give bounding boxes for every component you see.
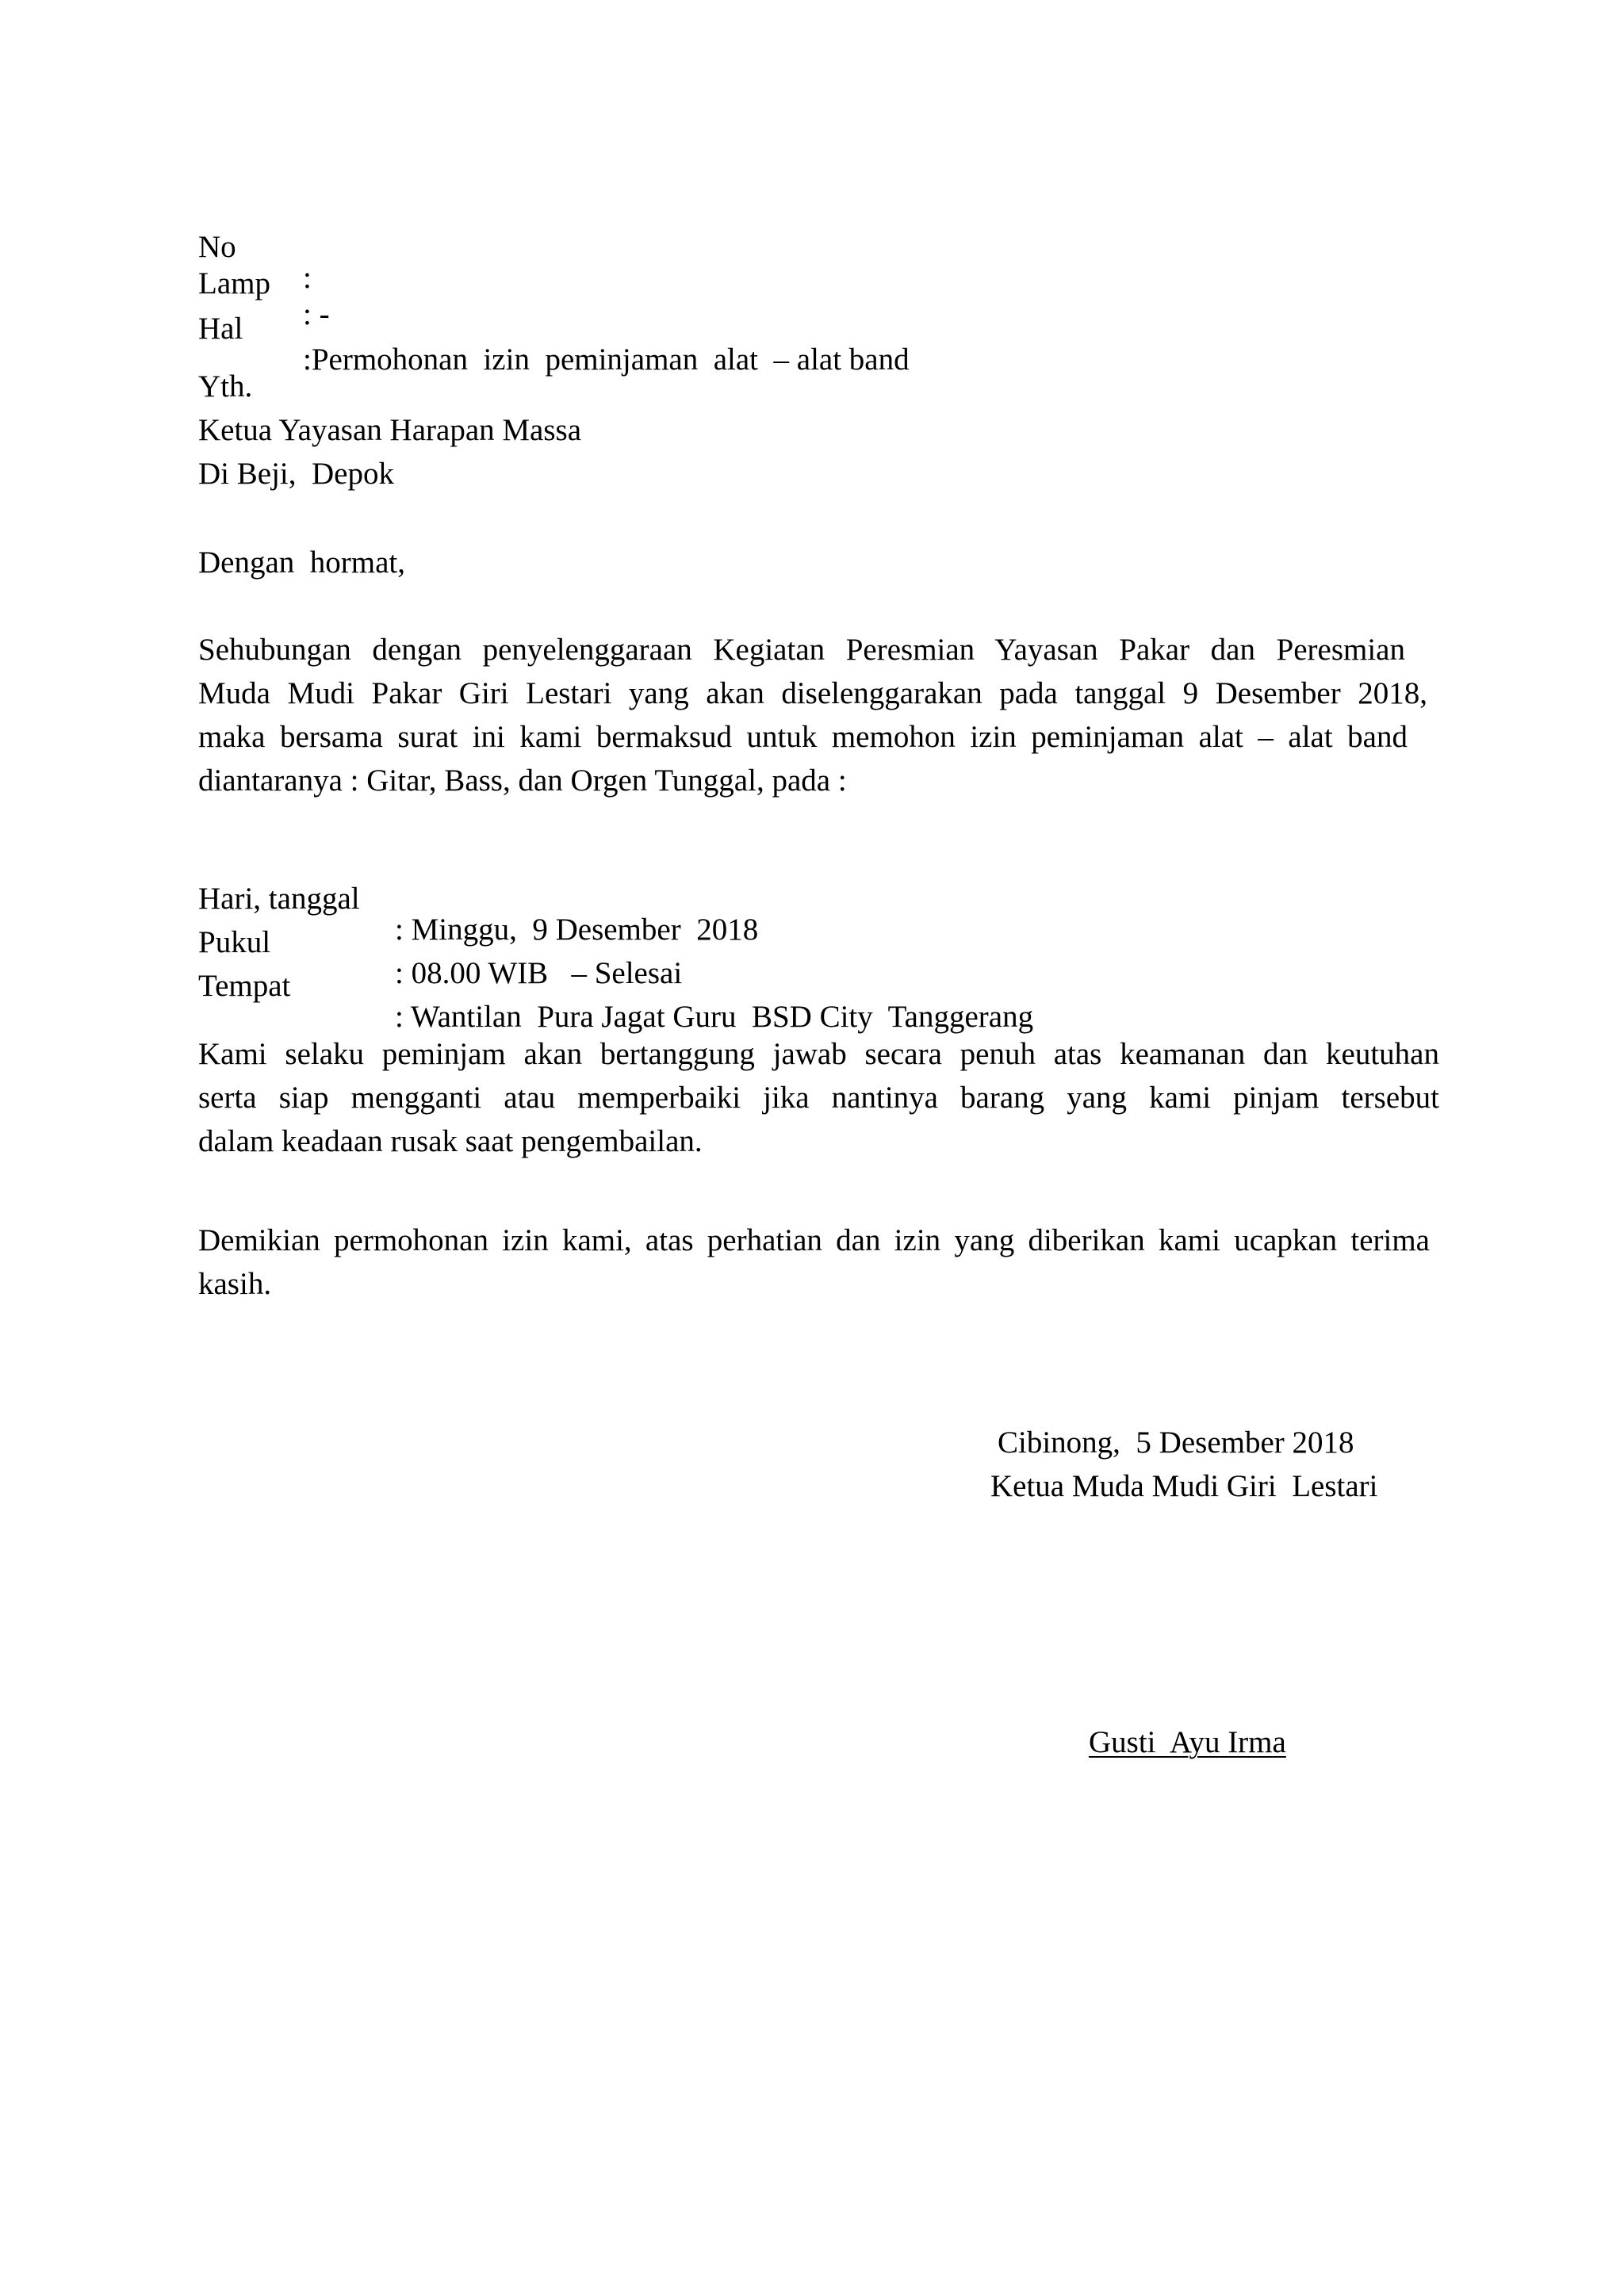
subject-value: :Permohonan izin peminjaman alat – alat band: [303, 342, 910, 377]
signature-name: Gusti Ayu Irma: [1089, 1725, 1286, 1759]
paragraph-line: diantaranya : Gitar, Bass, dan Orgen Tunggal, pada :: [198, 763, 847, 798]
number-separator: :: [303, 261, 312, 295]
signature-place-date: Cibinong, 5 Desember 2018: [998, 1425, 1354, 1460]
detail-value: : 08.00 WIB – Selesai: [395, 956, 683, 990]
paragraph-line: Demikian permohonan izin kami, atas perhatian dan izin yang diberikan kami ucapkan terima: [198, 1223, 1430, 1257]
detail-value: : Wantilan Pura Jagat Guru BSD City Tanggerang: [395, 1000, 1034, 1034]
detail-value: : Minggu, 9 Desember 2018: [395, 913, 759, 947]
salutation: Dengan hormat,: [198, 545, 406, 580]
paragraph-line: kasih.: [198, 1267, 272, 1301]
paragraph-line: Kami selaku peminjam akan bertanggung jawab secara penuh atas keamanan dan keutuhan: [198, 1037, 1439, 1071]
recipient-address: Di Beji, Depok: [198, 457, 394, 491]
detail-label: Tempat: [198, 969, 291, 1003]
recipient-name: Ketua Yayasan Harapan Massa: [198, 413, 582, 447]
recipient-greeting: Yth.: [198, 369, 253, 404]
paragraph-line: dalam keadaan rusak saat pengembailan.: [198, 1124, 703, 1158]
attachment-value: : -: [303, 297, 330, 331]
paragraph-line: maka bersama surat ini kami bermaksud untuk memohon izin peminjaman alat – alat band: [198, 720, 1408, 754]
paragraph-line: Sehubungan dengan penyelenggaraan Kegiatan Peresmian Yayasan Pakar dan Peresmian: [198, 633, 1405, 667]
detail-label: Hari, tanggal: [198, 882, 360, 916]
paragraph-line: Muda Mudi Pakar Giri Lestari yang akan diselenggarakan pada tanggal 9 Desember 2018,: [198, 676, 1427, 710]
subject-row: [0, 282, 1624, 377]
subject-label: Hal: [198, 312, 243, 346]
detail-label: Pukul: [198, 925, 271, 959]
paragraph-line: serta siap mengganti atau memperbaiki jika nantinya barang yang kami pinjam tersebut: [198, 1081, 1439, 1115]
attachment-label: Lamp: [198, 266, 270, 300]
number-label: No: [198, 230, 236, 264]
signature-title: Ketua Muda Mudi Giri Lestari: [990, 1469, 1378, 1503]
detail-row-place: [0, 939, 1624, 1034]
